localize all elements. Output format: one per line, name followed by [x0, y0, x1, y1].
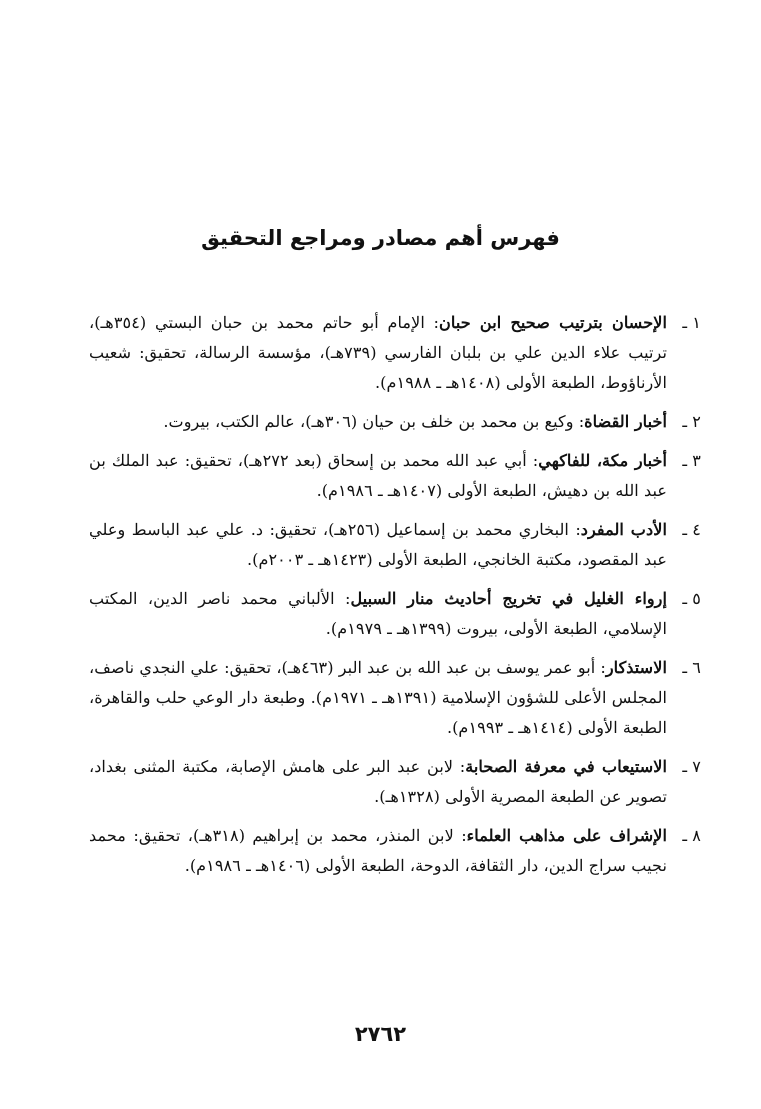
reference-text: [89, 407, 667, 437]
reference-text: [89, 821, 667, 881]
reference-number: ٥ ـ: [682, 589, 701, 608]
reference-title: أخبار القضاة: [584, 412, 667, 431]
reference-title: الأدب المفرد: [580, 520, 667, 539]
reference-item: [89, 446, 701, 506]
reference-details: : وكيع بن محمد بن خلف بن حيان (٣٠٦هـ)، عالم الكتب، بيروت.: [163, 412, 585, 431]
reference-item: [89, 308, 701, 398]
reference-title: الإحسان بترتيب صحيح ابن حبان: [439, 313, 667, 332]
reference-title: الاستيعاب في معرفة الصحابة: [465, 757, 667, 776]
reference-item: [89, 407, 701, 437]
reference-item: [89, 584, 701, 644]
reference-text: [89, 446, 667, 506]
reference-number: ٢ ـ: [682, 412, 701, 431]
reference-list: [89, 308, 701, 890]
reference-text: [89, 584, 667, 644]
reference-details: : لابن عبد البر على هامش الإصابة، مكتبة المثنى بغداد، تصوير عن الطبعة المصرية الأولى (١٣٢٨هـ).: [89, 757, 667, 806]
reference-number: ١ ـ: [682, 313, 701, 332]
reference-details: : الألباني محمد ناصر الدين، المكتب الإسلامي، الطبعة الأولى، بيروت (١٣٩٩هـ ـ ١٩٧٩م).: [89, 589, 667, 638]
reference-text: [89, 308, 667, 398]
reference-details: : لابن المنذر، محمد بن إبراهيم (٣١٨هـ)، تحقيق: محمد نجيب سراج الدين، دار الثقافة، الدوحة، الطبعة الأولى (١٤٠٦هـ ـ ١٩٨٦م).: [89, 826, 667, 875]
reference-details: : أبو عمر يوسف بن عبد الله بن عبد البر (٤٦٣هـ)، تحقيق: علي النجدي ناصف، المجلس الأعلى للشؤون الإسلامية (١٣٩١هـ ـ ١٩٧١م). وطبعة دار الوعي حلب والقاهرة، الطبعة الأولى (١٤١٤هـ ـ ١٩٩٣م).: [89, 658, 667, 737]
reference-text: [89, 653, 667, 743]
page-title: فهرس أهم مصادر ومراجع التحقيق: [201, 226, 560, 250]
reference-title: أخبار مكة، للفاكهي: [538, 451, 668, 470]
reference-details: : أبي عبد الله محمد بن إسحاق (بعد ٢٧٢هـ)، تحقيق: عبد الملك بن عبد الله بن دهيش، الطبعة الأولى (١٤٠٧هـ ـ ١٩٨٦م).: [89, 451, 667, 500]
reference-title: الإشراف على مذاهب العلماء: [466, 826, 667, 845]
reference-item: [89, 515, 701, 575]
reference-details: : الإمام أبو حاتم محمد بن حبان البستي (٣٥٤هـ)، ترتيب علاء الدين علي بن بلبان الفارسي (٧٣٩هـ)، مؤسسة الرسالة، تحقيق: شعيب الأرناؤوط، الطبعة الأولى (١٤٠٨هـ ـ ١٩٨٨م).: [89, 313, 667, 392]
reference-title: إرواء الغليل في تخريج أحاديث منار السبيل: [350, 589, 667, 608]
reference-number: ٨ ـ: [682, 826, 701, 845]
reference-number: ٣ ـ: [682, 451, 701, 470]
reference-item: [89, 752, 701, 812]
reference-number: ٤ ـ: [682, 520, 701, 539]
reference-title: الاستذكار: [605, 658, 667, 677]
page-number: ٢٧٦٢: [354, 1022, 407, 1046]
reference-number: ٧ ـ: [682, 757, 701, 776]
reference-item: [89, 653, 701, 743]
reference-number: ٦ ـ: [682, 658, 701, 677]
reference-details: : البخاري محمد بن إسماعيل (٢٥٦هـ)، تحقيق: د. علي عبد الباسط وعلي عبد المقصود، مكتبة الخانجي، الطبعة الأولى (١٤٢٣هـ ـ ٢٠٠٣م).: [89, 520, 667, 569]
reference-text: [89, 515, 667, 575]
reference-item: [89, 821, 701, 881]
reference-text: [89, 752, 667, 812]
